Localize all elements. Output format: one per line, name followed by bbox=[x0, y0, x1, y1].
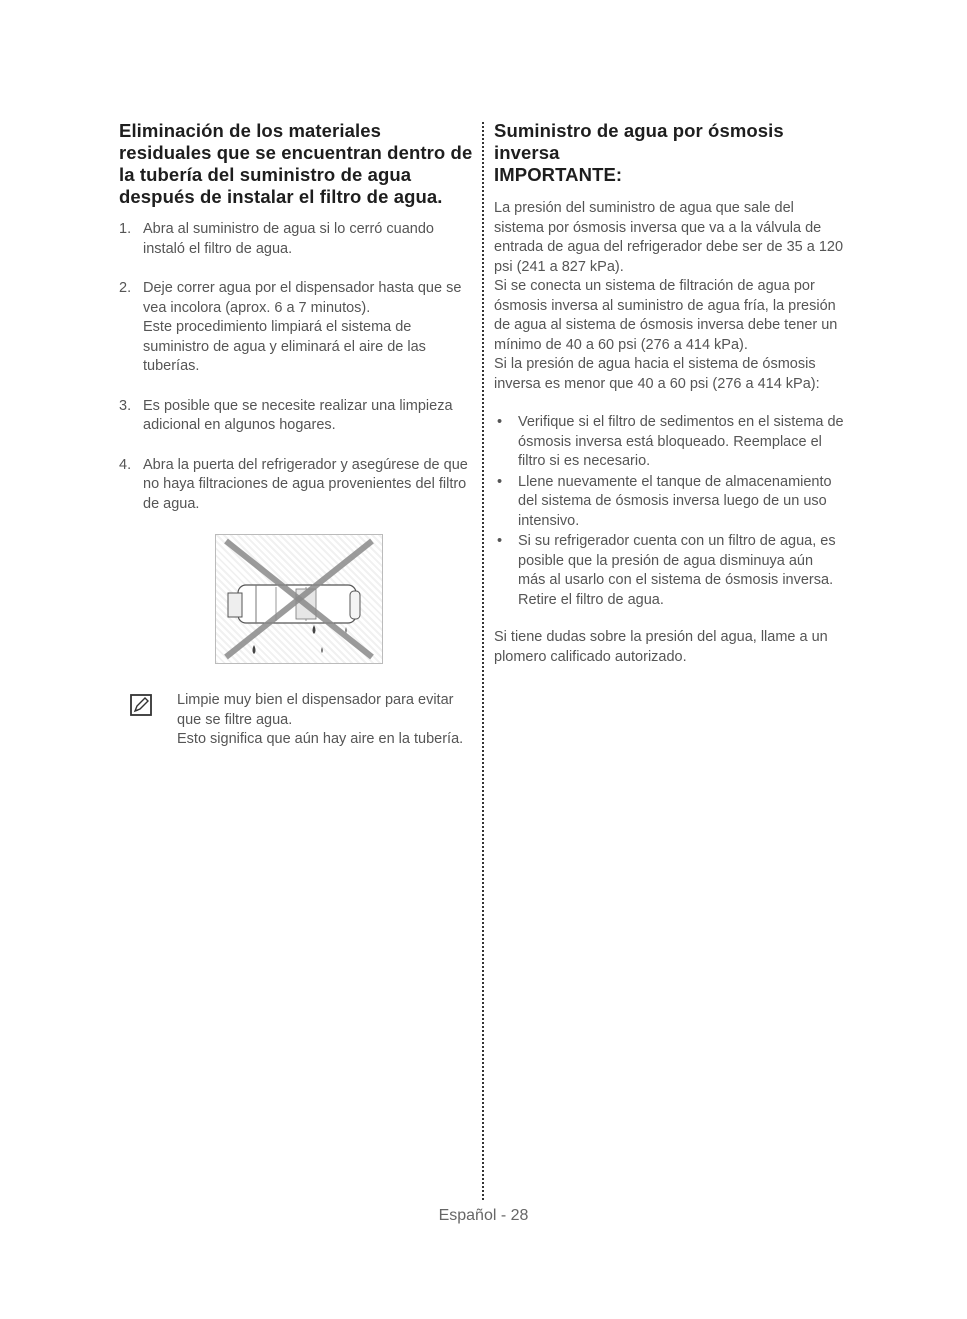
bullet-text: Llene nuevamente el tanque de almacenamiento del sistema de ósmosis inversa luego de un uso intensivo. bbox=[518, 473, 832, 529]
bullet-text: Si su refrigerador cuenta con un filtro de agua, es posible que la presión de agua disminuya aún más al usarlo con el sistema de ósmosis inversa. Retire el filtro de agua. bbox=[518, 533, 836, 608]
list-item bbox=[494, 532, 844, 610]
step-number: 3. bbox=[119, 397, 132, 414]
bullet-icon: • bbox=[497, 533, 503, 549]
note-line-1: Limpie muy bien el dispensador para evitar que se filtre agua. bbox=[177, 692, 454, 728]
step-extra-text: Este procedimiento limpiará el sistema de suministro de agua y eliminará el aire de las tuberías. bbox=[143, 319, 426, 374]
list-item bbox=[119, 279, 474, 377]
step-text: Es posible que se necesite realizar una limpieza adicional en algunos hogares. bbox=[143, 397, 453, 433]
list-item bbox=[494, 413, 844, 472]
closing-paragraph: Si tiene dudas sobre la presión del agua, llame a un plomero calificado autorizado. bbox=[494, 629, 828, 665]
list-item bbox=[119, 456, 474, 515]
note-line-2: Esto significa que aún hay aire en la tubería. bbox=[177, 731, 464, 747]
column-divider bbox=[482, 122, 484, 1200]
step-text: Abra la puerta del refrigerador y asegúrese de que no haya filtraciones de agua provenientes del filtro de agua. bbox=[143, 456, 468, 512]
bullet-icon: • bbox=[497, 414, 503, 430]
list-item bbox=[119, 220, 474, 259]
list-item bbox=[494, 473, 844, 532]
bullet-list bbox=[494, 413, 844, 610]
filter-leak-illustration bbox=[215, 534, 383, 664]
section-title-residual-removal: Eliminación de los materiales residuales que se encuentran dentro de la tubería del suministro de agua después de instalar el filtro de agua. bbox=[119, 120, 473, 207]
step-number: 1. bbox=[119, 221, 132, 237]
bullet-text: Verifique si el filtro de sedimentos en el sistema de ósmosis inversa está bloqueado. Reemplace el filtro si es necesario. bbox=[518, 414, 844, 469]
note-box bbox=[119, 691, 474, 750]
step-text: Abra al suministro de agua si lo cerró cuando instaló el filtro de agua. bbox=[143, 221, 434, 257]
note-pencil-icon bbox=[129, 693, 153, 717]
important-heading: IMPORTANTE: bbox=[494, 164, 623, 185]
paragraph: Si la presión de agua hacia el sistema de ósmosis inversa es menor que 40 a 60 psi (276 a 414 kPa): bbox=[494, 356, 820, 392]
list-item bbox=[119, 397, 474, 436]
paragraph: Si se conecta un sistema de filtración de agua por ósmosis inversa al suministro de agua fría, la presión de agua al sistema de ósmosis inversa debe tener un mínimo de 40 a 60 psi (276 a 414 kPa). bbox=[494, 278, 838, 353]
step-number: 4. bbox=[119, 456, 132, 473]
paragraph: La presión del suministro de agua que sale del sistema por ósmosis inversa que va a la válvula de entrada de agua del refrigerador debe ser de 35 a 120 psi (241 a 827 kPa). bbox=[494, 200, 844, 275]
steps-list bbox=[119, 220, 474, 514]
section-title-reverse-osmosis: Suministro de agua por ósmosis inversa bbox=[494, 120, 784, 163]
bullet-icon: • bbox=[497, 473, 503, 490]
step-number: 2. bbox=[119, 280, 132, 296]
right-column bbox=[494, 120, 844, 667]
step-text: Deje correr agua por el dispensador hasta que se vea incolora (aprox. 6 a 7 minutos). bbox=[143, 280, 462, 316]
page-footer: Español - 28 bbox=[438, 1207, 529, 1224]
left-column bbox=[119, 120, 474, 750]
filter-leak-drawing bbox=[216, 535, 382, 663]
